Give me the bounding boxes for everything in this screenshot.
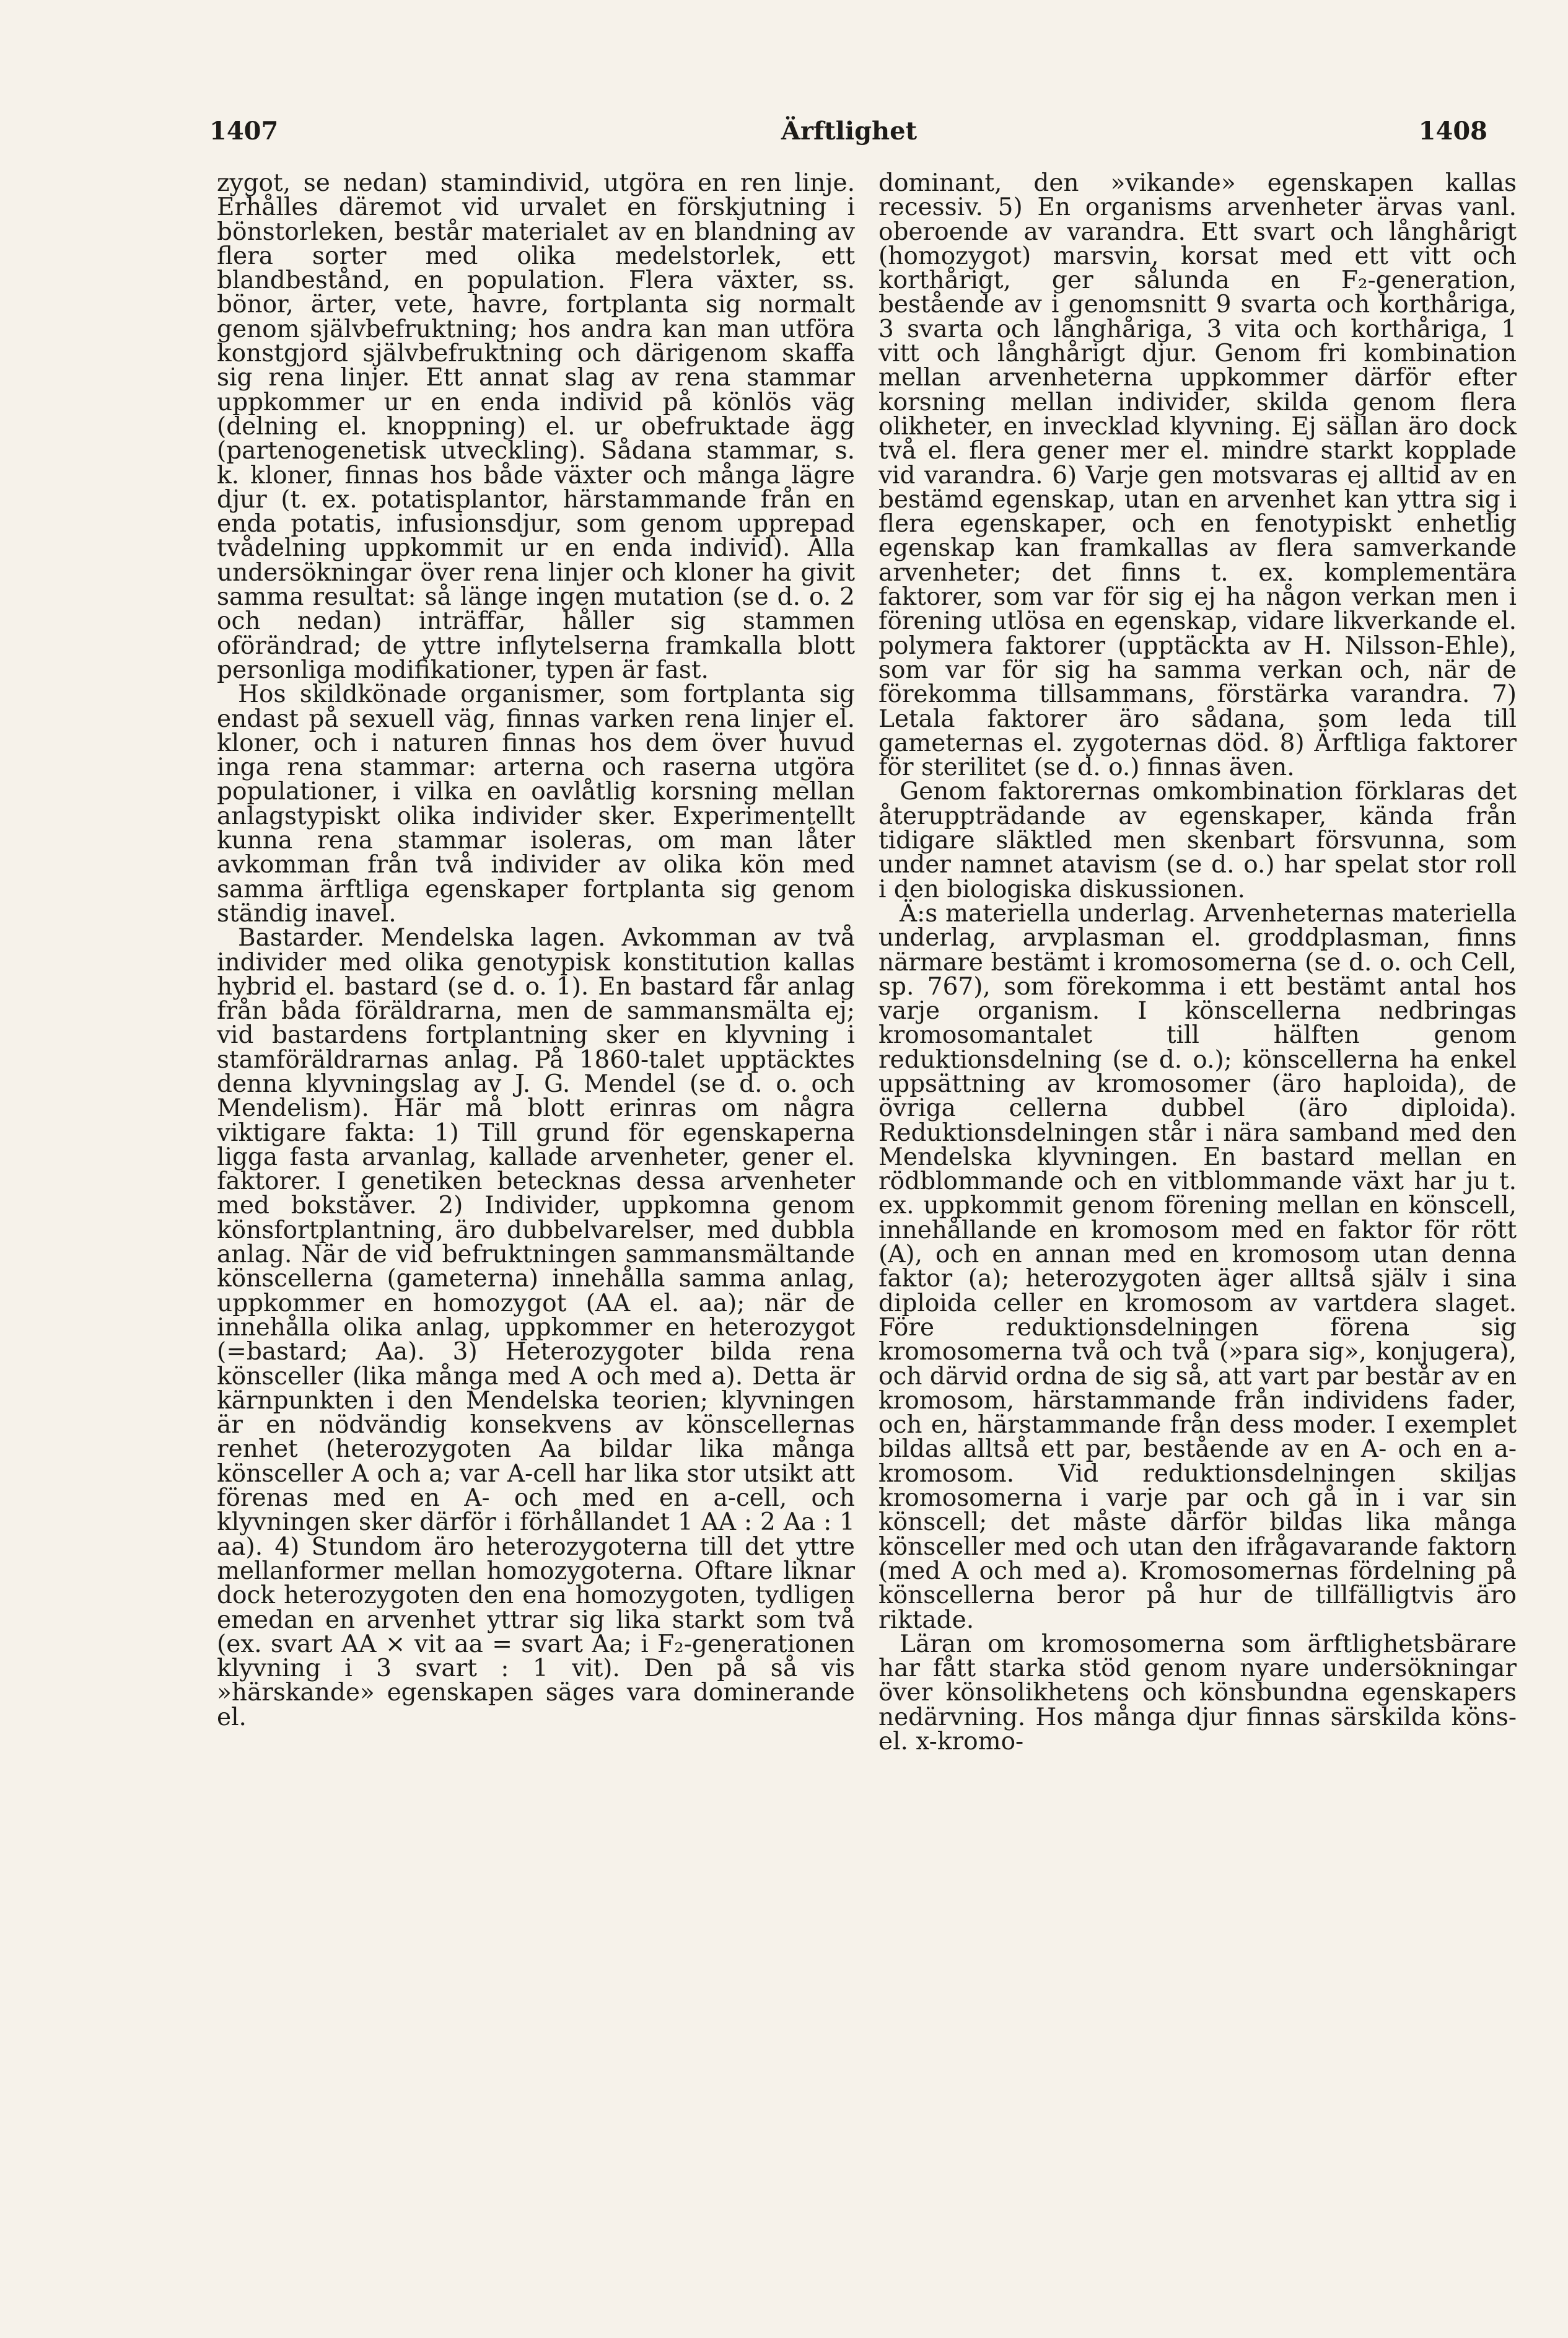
paragraph: Ä:s materiella underlag. Arvenheternas materiella underlag, arvplasman el. groddplasman, finns närmare bestämt i kromosomerna (se d. o. och Cell, sp. 767), som förekomma i ett bestämt antal hos varje organism. I könscellerna nedbringas kromosomantalet till hälften genom reduktionsdelning (se d. o.); könscellerna ha enkel uppsättning av kromosomer (äro haploida), de övriga cellerna dubbel (äro diploida). Reduktionsdelningen står i nära samband med den Mendelska klyvningen. En bastard mellan en rödblommande och en vitblommande växt har ju t. ex. uppkommit genom förening mellan en könscell, innehållande en kromosom med en faktor för rött (A), och en annan med en kromosom utan denna faktor (a); heterozygoten äger alltså själv i sina diploida celler en kromosom av vartdera slaget. Före reduktionsdelningen förena sig kromosomerna två och två (»para sig», konjugera), och därvid ordna de sig så, att vart par består av en kromosom, härstammande från individens fader, och en, härstammande från dess moder. I exemplet bildas alltså ett par, bestående av en A- och en a-kromosom. Vid reduktionsdelningen skiljas kromosomerna i varje par och gå in i var sin könscell; det måste därför bildas lika många könsceller med och utan den ifrågavarande faktorn (med A och med a). Kromosomernas fördelning på könscellerna beror på hur de tillfälligtvis äro riktade.: [878, 899, 1517, 1634]
page-header: [204, 116, 1494, 160]
left-column: [217, 171, 855, 1729]
page-number-left: 1407: [209, 116, 279, 146]
paragraph: zygot, se nedan) stamindivid, utgöra en ren linje. Erhålles däremot vid urvalet en förskjutning i bönstorleken, består materialet av en blandning av flera sorter med olika medelstorlek, ett blandbestånd, en population. Flera växter, ss. bönor, ärter, vete, havre, fortplanta sig normalt genom självbefruktning; hos andra kan man utföra konstgjord självbefruktning och därigenom skaffa sig rena linjer. Ett annat slag av rena stammar uppkommer ur en enda individ på könlös väg (delning el. knoppning) el. ur obefruktade ägg (partenogenetisk utveckling). Sådana stammar, s. k. kloner, finnas hos både växter och många lägre djur (t. ex. potatisplantor, härstammande från en enda potatis, infusionsdjur, som genom upprepad tvådelning uppkommit ur en enda individ). Alla undersökningar över rena linjer och kloner ha givit samma resultat: så länge ingen mutation (se d. o. 2 och nedan) inträffar, håller sig stammen oförändrad; de yttre inflytelserna framkalla blott personliga modifikationer, typen är fast.: [217, 169, 855, 684]
paragraph: Hos skildkönade organismer, som fortplanta sig endast på sexuell väg, finnas varken rena linjer el. kloner, och i naturen finnas hos dem över huvud inga rena stammar: arterna och raserna utgöra populationer, i vilka en oavlåtlig korsning mellan anlagstypiskt olika individer sker. Experimentellt kunna rena stammar isoleras, om man låter avkomman från två individer av olika kön med samma ärftliga egenskaper fortplanta sig genom ständig inavel.: [217, 680, 855, 928]
paragraph: dominant, den »vikande» egenskapen kallas recessiv. 5) En organisms arvenheter ärvas vanl. oberoende av varandra. Ett svart och långhårigt (homozygot) marsvin, korsat med ett vitt och korthårigt, ger sålunda en F₂-generation, bestående av i genomsnitt 9 svarta och korthåriga, 3 svarta och långhåriga, 3 vita och korthåriga, 1 vitt och långhårigt djur. Genom fri kombination mellan arvenheterna uppkommer därför efter korsning mellan individer, skilda genom flera olikheter, en invecklad klyvning. Ej sällan äro dock två el. flera gener mer el. mindre starkt kopplade vid varandra. 6) Varje gen motsvaras ej alltid av en bestämd egenskap, utan en arvenhet kan yttra sig i flera egenskaper, och en fenotypiskt enhetlig egenskap kan framkallas av flera samverkande arvenheter; det finns t. ex. komplementära faktorer, som var för sig ej ha någon verkan men i förening utlösa en egenskap, vidare likverkande el. polymera faktorer (upptäckta av H. Nilsson-Ehle), som var för sig ha samma verkan och, när de förekomma tillsammans, förstärka varandra. 7) Letala faktorer äro sådana, som leda till gameternas el. zygoternas död. 8) Ärftliga faktorer för sterilitet (se d. o.) finnas även.: [878, 169, 1517, 782]
paragraph: Bastarder. Mendelska lagen. Avkomman av två individer med olika genotypisk konstitution kallas hybrid el. bastard (se d. o. 1). En bastard får anlag från båda föräldrarna, men de sammansmälta ej; vid bastardens fortplantning sker en klyvning i stamföräldrarnas anlag. På 1860-talet upptäcktes denna klyvningslag av J. G. Mendel (se d. o. och Mendelism). Här må blott erinras om några viktigare fakta: 1) Till grund för egenskaperna ligga fasta arvanlag, kallade arvenheter, gener el. faktorer. I genetiken betecknas dessa arvenheter med bokstäver. 2) Individer, uppkomna genom könsfortplantning, äro dubbelvarelser, med dubbla anlag. När de vid befruktningen sammansmältande könscellerna (gameterna) innehålla samma anlag, uppkommer en homozygot (AA el. aa); när de innehålla olika anlag, uppkommer en heterozygot (=bastard; Aa). 3) Heterozygoter bilda rena könsceller (lika många med A och med a). Detta är kärnpunkten i den Mendelska teorien; klyvningen är en nödvändig konsekvens av könscellernas renhet (heterozygoten Aa bildar lika många könsceller A och a; var A-cell har lika stor utsikt att förenas med en A- och med en a-cell, och klyvningen sker därför i förhållandet 1 AA : 2 Aa : 1 aa). 4) Stundom äro heterozygoterna till det yttre mellanformer mellan homozygoterna. Oftare liknar dock heterozygoten den ena homozygoten, tydligen emedan en arvenhet yttrar sig lika starkt som två (ex. svart AA × vit aa = svart Aa; i F₂-generationen klyvning i 3 svart : 1 vit). Den på så vis »härskande» egenskapen säges vara dominerande el.: [217, 924, 855, 1731]
paragraph: Läran om kromosomerna som ärftlighetsbärare har fått starka stöd genom nyare undersökningar över könsolikhetens och könsbundna egenskapers nedärvning. Hos många djur finnas särskilda köns- el. x-kromo-: [878, 1630, 1517, 1756]
page-number-right: 1408: [1418, 116, 1487, 146]
right-column: [878, 171, 1517, 1754]
paragraph: Genom faktorernas omkombination förklaras det återuppträdande av egenskaper, kända från tidigare släktled men skenbart försvunna, som under namnet atavism (se d. o.) har spelat stor roll i den biologiska diskussionen.: [878, 778, 1517, 903]
running-title: Ärftlighet: [781, 116, 918, 146]
